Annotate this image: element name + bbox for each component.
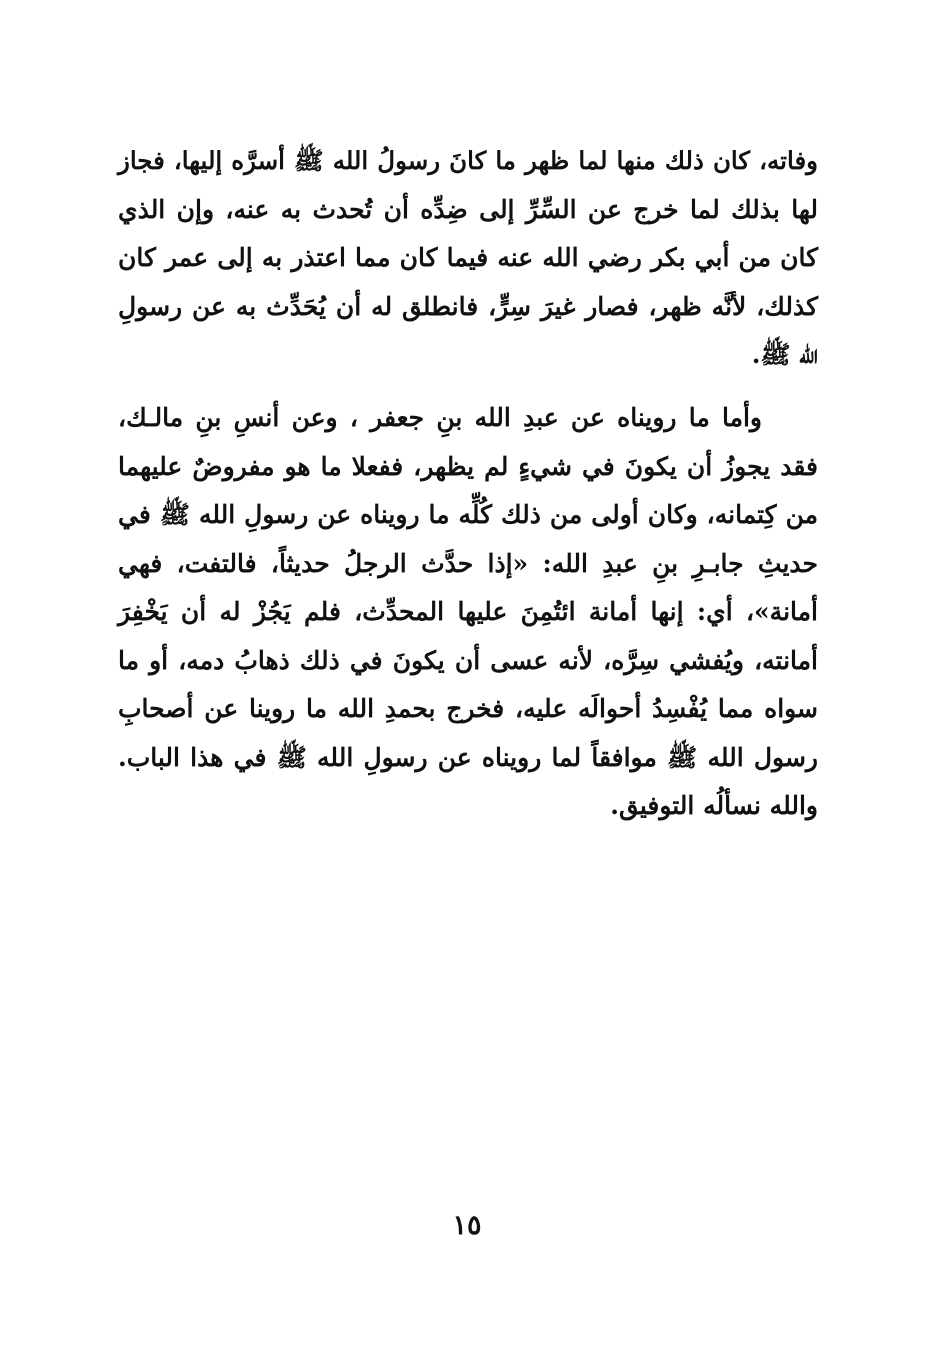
paragraph-1 [118, 137, 818, 380]
text-line: أمانته، ويُفشي سِرَّه، لأنه عسى أن يكونَ في ذلك ذهابُ دمه، أو ما [118, 645, 818, 675]
text-line: وأما ما رويناه عن عبدِ الله بنِ جعفر ، وعن أنسِ بنِ مالـك، [118, 403, 762, 432]
text-line: والله نسألُه التوفيق. [610, 791, 818, 820]
text-line: فقد يجوزُ أن يكونَ في شيءٍ لم يظهر، ففعلا ما هو مفروضٌ عليهما [118, 451, 818, 481]
text-line: من كِتمانه، وكان أولى من ذلك كُلِّه ما رويناه عن رسولِ الله ﷺ في [118, 500, 818, 529]
text-line: وفاته، كان ذلك منها لما ظهر ما كانَ رسولُ الله ﷺ أسرَّه إليها، فجاز [118, 146, 818, 175]
text-line: سواه مما يُفْسِدُ أحوالَه عليه، فخرج بحمدِ الله ما روينا عن أصحابِ [118, 694, 818, 723]
text-line: رسول الله ﷺ موافقاً لما رويناه عن رسولِ الله ﷺ في هذا الباب. [118, 742, 818, 772]
text-line: حديثِ جابـرِ بنِ عبدِ الله: «إذا حدَّث الرجلُ حديثاً، فالتفت، فهي [118, 548, 818, 578]
paragraph-2 [118, 394, 818, 831]
text-line: أمانة»، أي: إنها أمانة ائتُمِنَ عليها المحدِّث، فلم يَجُزْ له أن يَخْفِرَ [118, 597, 818, 626]
text-line: كذلك، لأنَّه ظهر، فصار غيرَ سِرٍّ، فانطلق له أن يُحَدِّث به عن رسولِ [118, 291, 818, 321]
text-line: لها بذلك لما خرج عن السِّرِّ إلى ضِدِّه أن تُحدث به عنه، وإن الذي [118, 194, 818, 224]
page-number: ١٥ [452, 1210, 482, 1241]
text-line: كان من أبي بكر رضي الله عنه فيما كان مما اعتذر به إلى عمر كان [118, 243, 818, 272]
text-line: الله ﷺ. [751, 340, 818, 369]
